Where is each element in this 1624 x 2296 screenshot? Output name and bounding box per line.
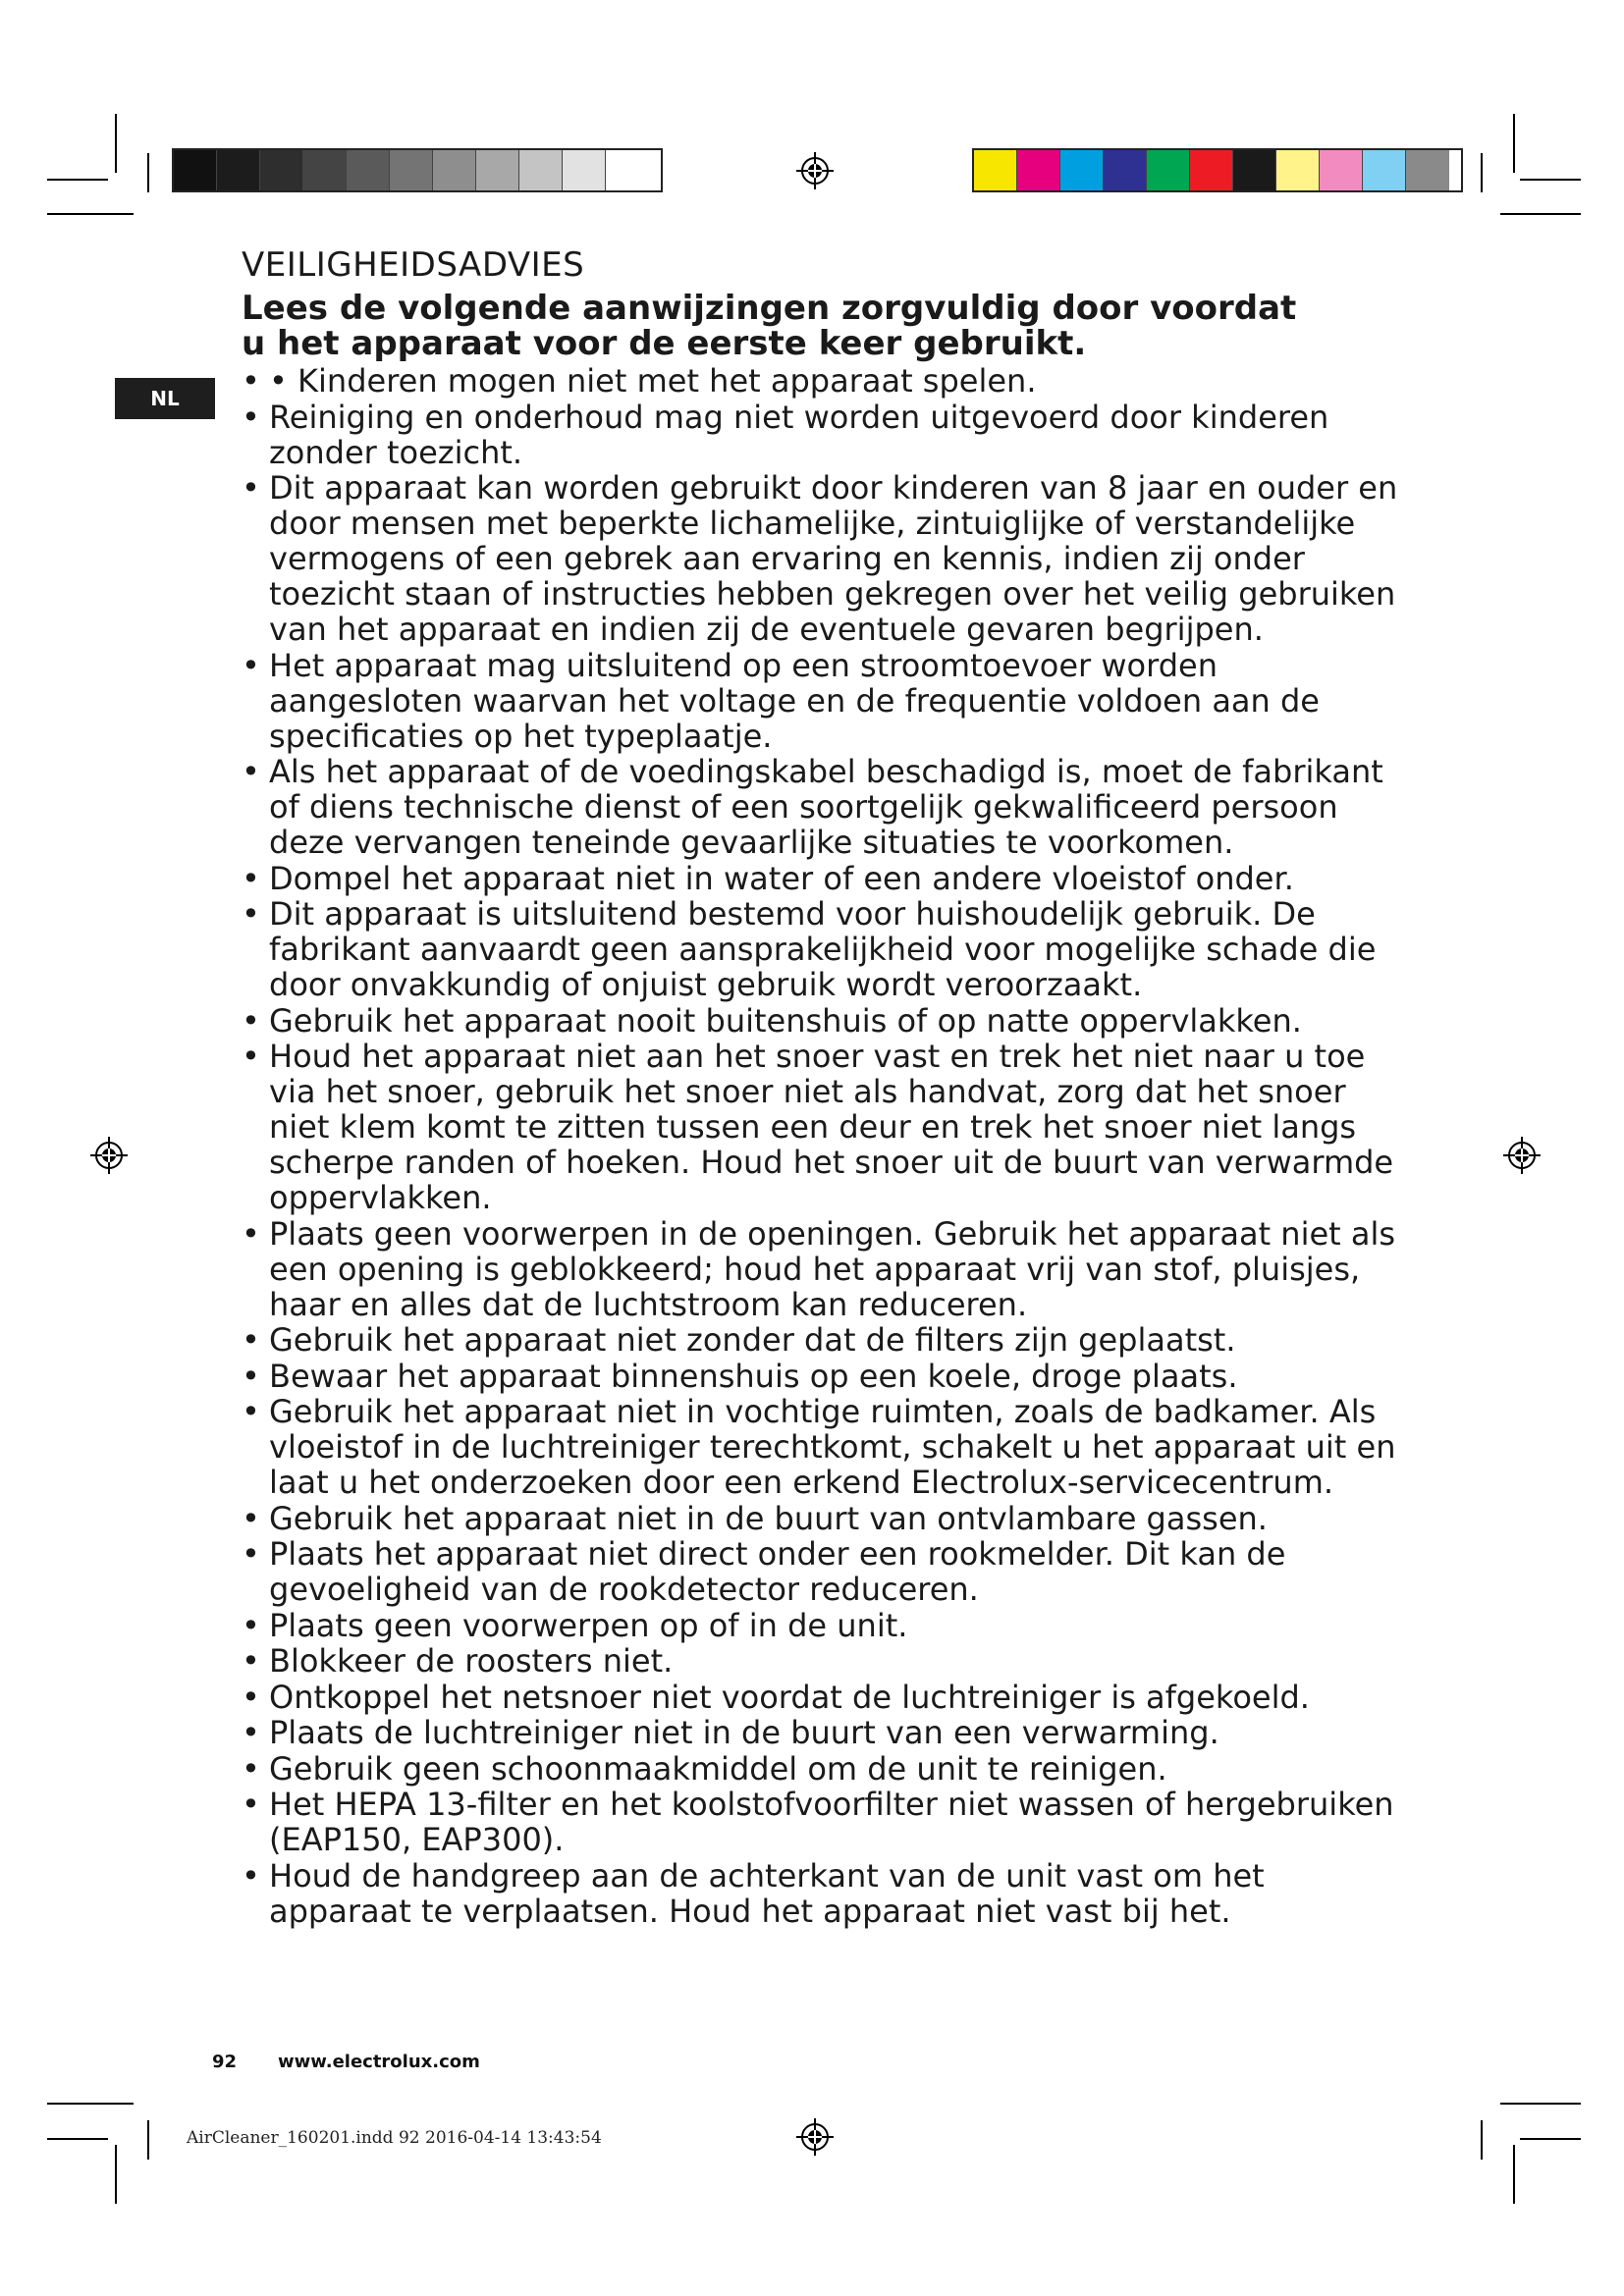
bullet-icon: • — [242, 646, 260, 684]
color-swatch — [390, 150, 433, 190]
color-swatch — [174, 150, 217, 190]
color-swatch — [260, 150, 303, 190]
bullet-icon: • — [242, 1606, 260, 1644]
bullet-icon: • — [242, 753, 260, 790]
list-item — [242, 1787, 1400, 1857]
bullet-icon: • — [242, 1214, 260, 1253]
color-swatch — [1406, 150, 1449, 190]
list-item-text: Bewaar het apparaat binnenshuis op een koele, droge plaats. — [269, 1357, 1238, 1395]
list-item-text: Dit apparaat kan worden gebruikt door kinderen van 8 jaar en ouder en door mensen met beperkte lichamelijke, zintuiglijke of verstandelijke vermogens of een gebrek aan ervaring en kennis, indien zij onder toezicht staan of instructies hebben gekregen over het veilig gebruiken van het apparaat en indien zij de eventuele gevaren begrijpen. — [269, 469, 1398, 648]
list-item — [242, 1394, 1400, 1500]
process-color-bar — [972, 148, 1463, 192]
bullet-icon: • — [242, 1749, 260, 1788]
list-item — [242, 1751, 1400, 1787]
list-item — [242, 400, 1400, 470]
color-swatch — [1233, 150, 1276, 190]
bullet-icon: • — [242, 1642, 260, 1680]
list-item — [242, 754, 1400, 860]
list-item-text: Houd de handgreep aan de achterkant van de unit vast om het apparaat te verplaatsen. Houd het apparaat niet vast bij het. — [269, 1856, 1265, 1930]
list-item-text: Gebruik het apparaat niet in de buurt van ontvlambare gassen. — [269, 1499, 1268, 1537]
bullet-icon: • — [242, 1786, 260, 1823]
color-swatch — [974, 150, 1017, 190]
color-swatch — [563, 150, 606, 190]
list-item-text: Gebruik het apparaat niet in vochtige ruimten, zoals de badkamer. Als vloeistof in de luchtreiniger terechtkomt, schakelt u het apparaat uit en laat u het onderzoeken door een erkend Electrolux-servicecentrum. — [269, 1393, 1396, 1501]
list-item — [242, 363, 1400, 399]
list-item — [242, 896, 1400, 1002]
page-number: 92 — [212, 2052, 238, 2072]
bullet-icon: • — [242, 1321, 260, 1359]
list-item-text: Dompel het apparaat niet in water of een andere vloeistof onder. — [269, 859, 1294, 897]
color-swatch — [606, 150, 649, 190]
list-item — [242, 1715, 1400, 1750]
list-item — [242, 1536, 1400, 1607]
language-tab: NL — [115, 378, 215, 419]
print-slug: AirCleaner_160201.indd 92 2016-04-14 13:43:54 — [187, 2128, 602, 2148]
list-item-text: Plaats de luchtreiniger niet in de buurt van een verwarming. — [269, 1714, 1219, 1751]
list-item-text: Dit apparaat is uitsluitend bestemd voor huishoudelijk gebruik. De fabrikant aanvaardt geen aansprakelijkheid voor mogelijke schade die door onvakkundig of onjuist gebruik wordt veroorzaakt. — [269, 895, 1377, 1003]
list-item-text: Het apparaat mag uitsluitend op een stroomtoevoer worden aangesloten waarvan het voltage en de frequentie voldoen aan de specificaties op het typeplaatje. — [269, 646, 1320, 755]
registration-mark-icon — [796, 152, 834, 189]
list-item — [242, 1359, 1400, 1394]
bullet-icon: • — [242, 1038, 260, 1075]
registration-mark-icon — [90, 1137, 128, 1174]
color-swatch — [433, 150, 476, 190]
color-swatch — [476, 150, 519, 190]
bullet-icon: • — [242, 1499, 260, 1537]
list-item-text: Gebruik het apparaat niet zonder dat de filters zijn geplaatst. — [269, 1321, 1236, 1359]
list-item-text: Gebruik het apparaat nooit buitenshuis of op natte oppervlakken. — [269, 1001, 1302, 1040]
color-swatch — [519, 150, 563, 190]
footer-url[interactable]: www.electrolux.com — [278, 2052, 480, 2072]
color-swatch — [1363, 150, 1406, 190]
list-item — [242, 1216, 1400, 1322]
list-item — [242, 1643, 1400, 1679]
bullet-icon: • — [242, 1714, 260, 1751]
page-title: VEILIGHEIDSADVIES — [242, 245, 585, 285]
color-swatch — [1104, 150, 1147, 190]
list-item-text: Reiniging en onderhoud mag niet worden uitgevoerd door kinderen zonder toezicht. — [269, 398, 1329, 471]
list-item — [242, 1608, 1400, 1643]
color-swatch — [347, 150, 390, 190]
bullet-icon: • — [242, 1535, 260, 1573]
list-item-text: • Kinderen mogen niet met het apparaat spelen. — [269, 362, 1037, 400]
intro-text: Lees de volgende aanwijzingen zorgvuldig door voordat u het apparaat voor de eerste keer gebruikt. — [242, 289, 1297, 363]
list-item-text: Als het apparaat of de voedingskabel beschadigd is, moet de fabrikant of diens technische dienst of een soortgelijk gekwalificeerd persoon deze vervangen teneinde gevaarlijke situaties te voorkomen. — [269, 753, 1383, 861]
bullet-icon: • — [242, 398, 260, 436]
list-item-text: Blokkeer de roosters niet. — [269, 1642, 674, 1680]
safety-list — [242, 363, 1400, 1929]
bullet-icon: • — [242, 362, 260, 400]
list-item — [242, 1858, 1400, 1929]
list-item-text: Plaats geen voorwerpen op of in de unit. — [269, 1606, 908, 1644]
list-item — [242, 1322, 1400, 1358]
color-swatch — [1190, 150, 1233, 190]
bullet-icon: • — [242, 1678, 260, 1716]
bullet-icon: • — [242, 895, 260, 933]
color-swatch — [1147, 150, 1190, 190]
bullet-icon: • — [242, 1001, 260, 1040]
list-item — [242, 861, 1400, 896]
list-item-text: Het HEPA 13-filter en het koolstofvoorfilter niet wassen of hergebruiken (EAP150, EAP300). — [269, 1786, 1394, 1858]
list-item — [242, 648, 1400, 754]
list-item-text: Plaats het apparaat niet direct onder een rookmelder. Dit kan de gevoeligheid van de rookdetector reduceren. — [269, 1535, 1286, 1608]
list-item-text: Plaats geen voorwerpen in de openingen. Gebruik het apparaat niet als een opening is geblokkeerd; houd het apparaat vrij van stof, pluisjes, haar en alles dat de luchtstroom kan reduceren. — [269, 1214, 1396, 1323]
list-item-text: Houd het apparaat niet aan het snoer vast en trek het niet naar u toe via het snoer, gebruik het snoer niet als handvat, zorg dat het snoer niet klem komt te zitten tussen een deur en trek het snoer niet langs scherpe randen of hoeken. Houd het snoer uit de buurt van verwarmde oppervlakken. — [269, 1038, 1394, 1216]
list-item — [242, 1003, 1400, 1039]
grayscale-color-bar — [172, 148, 663, 192]
bullet-icon: • — [242, 859, 260, 897]
color-swatch — [1017, 150, 1060, 190]
list-item-text: Ontkoppel het netsnoer niet voordat de luchtreiniger is afgekoeld. — [269, 1678, 1310, 1716]
list-item — [242, 1680, 1400, 1715]
color-swatch — [1320, 150, 1363, 190]
registration-mark-icon — [796, 2118, 834, 2156]
color-swatch — [1060, 150, 1104, 190]
bullet-icon: • — [242, 1357, 260, 1395]
list-item-text: Gebruik geen schoonmaakmiddel om de unit te reinigen. — [269, 1749, 1167, 1788]
registration-mark-icon — [1503, 1137, 1541, 1174]
bullet-icon: • — [242, 1393, 260, 1430]
list-item — [242, 1501, 1400, 1536]
color-swatch — [303, 150, 347, 190]
bullet-icon: • — [242, 469, 260, 507]
list-item — [242, 1039, 1400, 1215]
color-swatch — [1276, 150, 1320, 190]
list-item — [242, 470, 1400, 647]
bullet-icon: • — [242, 1856, 260, 1895]
color-swatch — [217, 150, 260, 190]
